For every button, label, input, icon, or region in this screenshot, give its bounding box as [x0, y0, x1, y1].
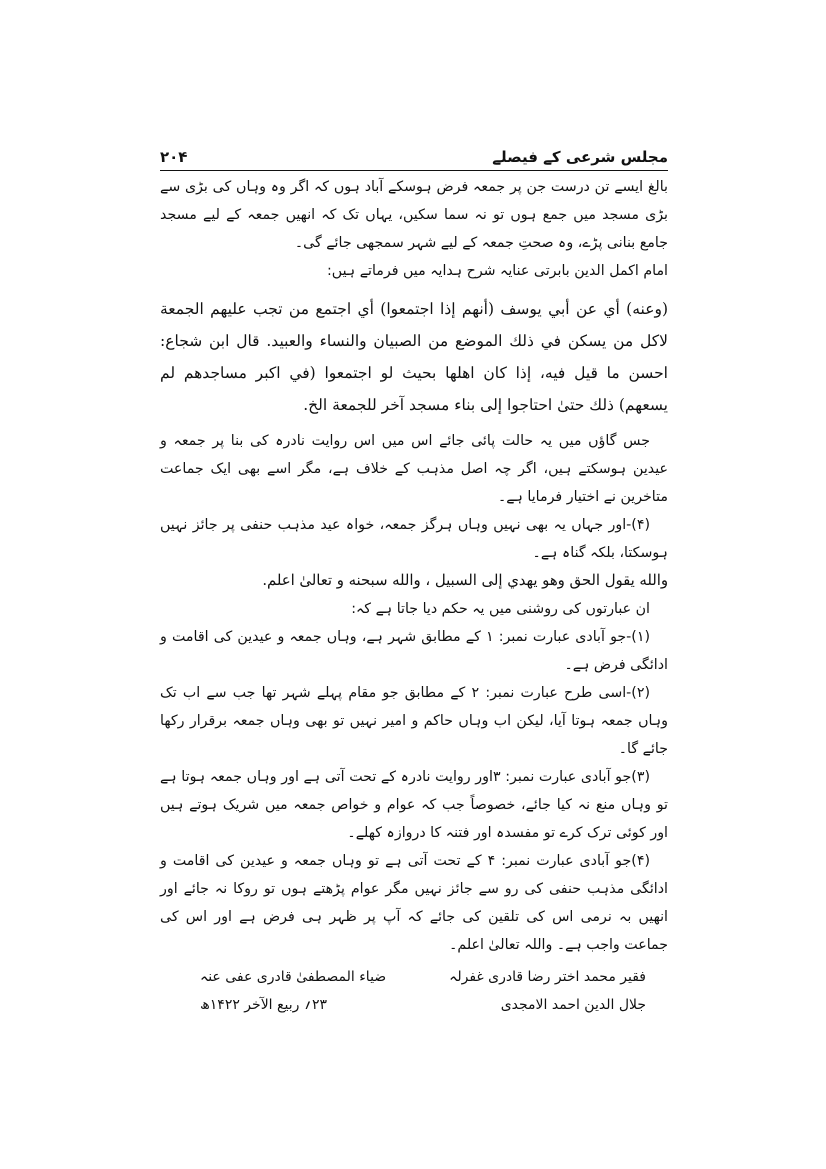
paragraph-village-ruling: جس گاؤں میں یہ حالت پائی جائے اس میں اس روایت نادرہ کی بنا پر جمعہ و عیدین ہوسکتے ہیں، اگر چہ اصل مذہب کے خلاف ہے، مگر اسے بھی ایک جماعت متاخرین نے اختیار فرمایا ہے۔: [160, 433, 668, 505]
signature-3: جلال الدین احمد الامجدی: [500, 997, 646, 1013]
book-title: مجلس شرعی کے فیصلے: [492, 148, 668, 166]
signature-2: ضیاء المصطفیٰ قادری عفی عنہ: [200, 969, 387, 985]
signature-block: [160, 969, 668, 1013]
paragraph-quote-intro: امام اکمل الدین بابرتی عنایہ شرح ہدایہ میں فرماتے ہیں:: [327, 263, 668, 279]
ruling-item-4: (۴)جو آبادی عبارت نمبر: ۴ کے تحت آتی ہے تو وہاں جمعہ و عیدین کی اقامت و ادائگی مذہب حنفی کی رو سے جائز نہیں مگر عوام پڑھتے ہوں تو روکا نہ جائے اور انھیں بہ نرمی اس کی تلقین کی جائے کہ آپ پر ظہر ہی فرض ہے اور اس کی جماعت واجب ہے۔ واللہ تعالیٰ اعلم۔: [160, 853, 668, 953]
arabic-quotation: (وعنه) أي عن أبي يوسف (أنهم إذا اجتمعوا) أي اجتمع من تجب عليهم الجمعة لاكل من يسكن في ذلك الموضع من الصبيان والنساء والعبيد. قال ابن شجاع: احسن ما قيل فيه، إذا كان اهلها بحيث لو اجتمعوا (في اكبر مساجدهم لم يسعهم) ذلك حتىٰ احتاجوا إلى بناء مسجد آخر للجمعة الخ.: [160, 300, 668, 414]
paragraph-point-4: (۴)-اور جہاں یہ بھی نہیں وہاں ہرگز جمعہ، خواہ عید مذہب حنفی پر جائز نہیں ہوسکتا، بلکہ گناہ ہے۔: [160, 517, 668, 561]
page-number: ۲۰۴: [160, 148, 188, 166]
paragraph-ruling-intro: ان عبارتوں کی روشنی میں یہ حکم دیا جاتا ہے کہ:: [351, 601, 650, 617]
ruling-item-2: (۲)-اسی طرح عبارت نمبر: ۲ کے مطابق جو مقام پہلے شہر تھا جب سے اب تک وہاں جمعہ ہوتا آیا، لیکن اب وہاں حاکم و امیر نہیں تو بھی وہاں جمعہ برقرار رکھا جائے گا۔: [160, 685, 668, 757]
document-page: [160, 140, 668, 1013]
page-header: [160, 140, 668, 171]
ruling-item-3: (۳)جو آبادی عبارت نمبر: ۳اور روایت نادرہ کے تحت آتی ہے اور وہاں جمعہ ہوتا ہے تو وہاں منع نہ کیا جائے، خصوصاً جب کہ عوام و خواص جمعہ میں شریک ہوتے ہیں اور کوئی ترک کرے تو مفسدہ اور فتنہ کا دروازہ کھلے۔: [160, 769, 668, 841]
fatwa-date: ۲۳؍ ربیع الآخر ۱۴۲۲ھ: [200, 997, 328, 1013]
ruling-item-1: (۱)-جو آبادی عبارت نمبر: ۱ کے مطابق شہر ہے، وہاں جمعہ و عیدین کی اقامت و ادائگی فرض ہے۔: [160, 629, 668, 673]
signature-1: فقیر محمد اختر رضا قادری غفرلہ: [449, 969, 646, 985]
paragraph-city-definition: بالغ ایسے تن درست جن پر جمعہ فرض ہوسکے آباد ہوں کہ اگر وہ وہاں کی بڑی سے بڑی مسجد میں جمع ہوں تو نہ سما سکیں، یہاں تک کہ انھیں جمعہ کے لیے مسجد جامع بنانی پڑے، وہ صحتِ جمعہ کے لیے شہر سمجھی جائے گی۔: [160, 179, 668, 251]
arabic-closing-formula: والله يقول الحق وهو يهدي إلى السبيل ، والله سبحنه و تعالىٰ اعلم.: [262, 572, 668, 589]
